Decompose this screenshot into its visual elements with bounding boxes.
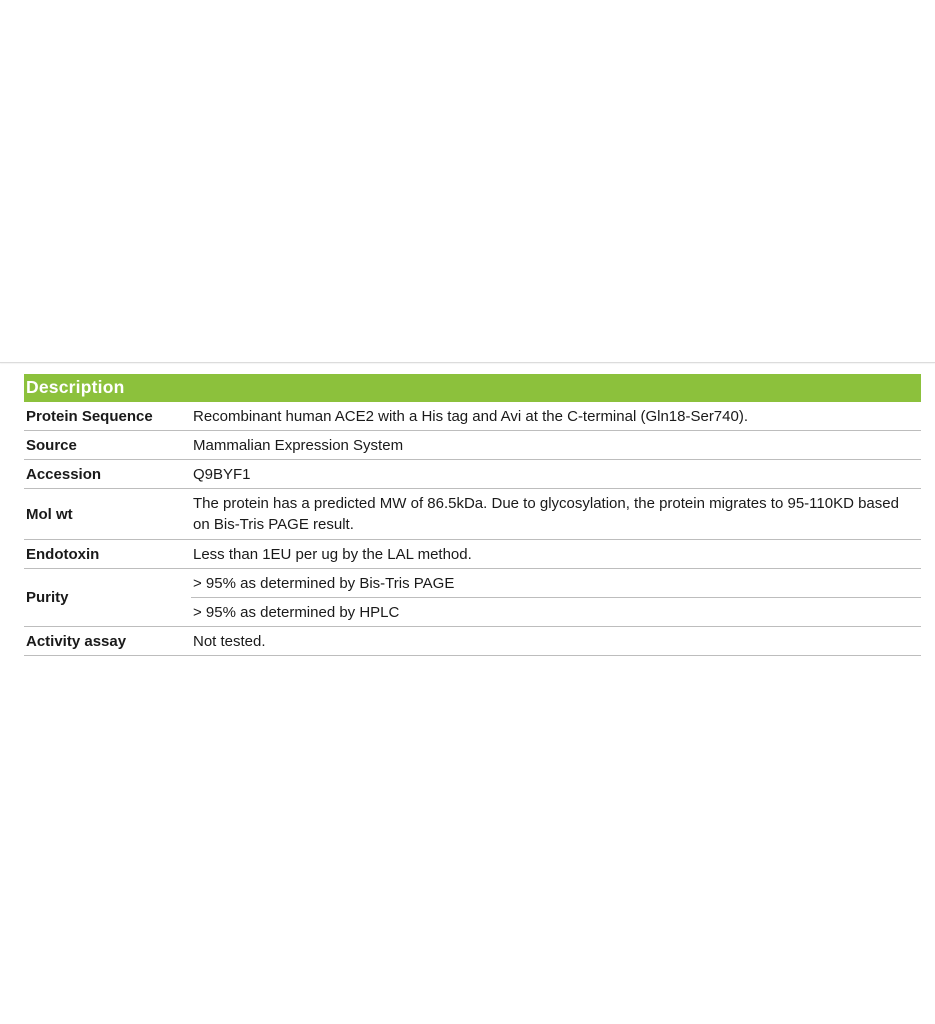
row-value-endotoxin: Less than 1EU per ug by the LAL method.: [191, 540, 921, 569]
row-value-purity-page: > 95% as determined by Bis-Tris PAGE: [191, 569, 921, 598]
table-row: [24, 489, 921, 540]
description-section: [24, 374, 921, 656]
row-label-purity: Purity: [24, 569, 191, 627]
section-divider: [0, 362, 935, 363]
row-value-mol-wt: The protein has a predicted MW of 86.5kDa. Due to glycosylation, the protein migrates to 95-110KD based on Bis-Tris PAGE result.: [191, 489, 921, 540]
row-value-source: Mammalian Expression System: [191, 431, 921, 460]
table-row: [24, 627, 921, 656]
row-label-source: Source: [24, 431, 191, 460]
row-value-accession: Q9BYF1: [191, 460, 921, 489]
row-label-mol-wt: Mol wt: [24, 489, 191, 540]
section-title: Description: [24, 374, 921, 402]
row-label-accession: Accession: [24, 460, 191, 489]
row-label-activity-assay: Activity assay: [24, 627, 191, 656]
table-row: [24, 569, 921, 598]
row-value-purity-hplc: > 95% as determined by HPLC: [191, 598, 921, 627]
description-table: [24, 374, 921, 656]
row-value-protein-sequence: Recombinant human ACE2 with a His tag and Avi at the C-terminal (Gln18-Ser740).: [191, 402, 921, 431]
table-header-row: [24, 374, 921, 402]
table-row: [24, 402, 921, 431]
row-label-protein-sequence: Protein Sequence: [24, 402, 191, 431]
table-row: [24, 460, 921, 489]
row-value-activity-assay: Not tested.: [191, 627, 921, 656]
row-label-endotoxin: Endotoxin: [24, 540, 191, 569]
table-row: [24, 431, 921, 460]
table-row: [24, 540, 921, 569]
